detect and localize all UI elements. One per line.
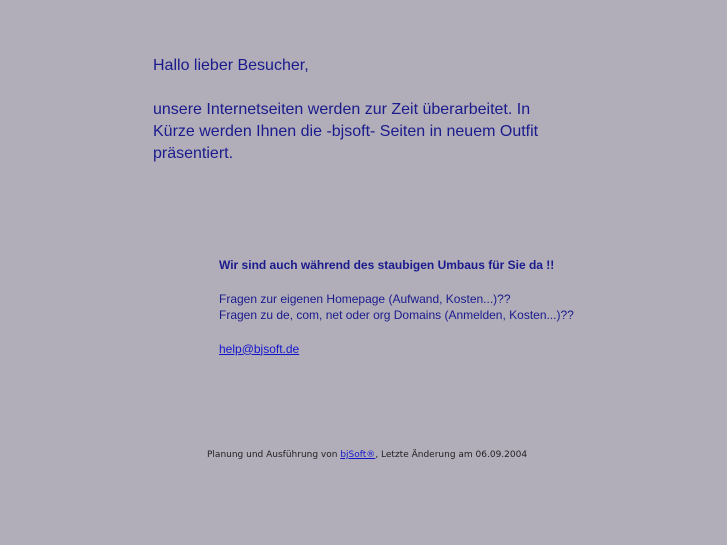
email-link[interactable]: help@bjsoft.de <box>219 341 300 356</box>
bjsoft-link[interactable]: bjSoft® <box>340 450 376 460</box>
support-headline: Wir sind auch während des staubigen Umbaus für Sie da !! <box>219 258 555 272</box>
footer-suffix: , Letzte Änderung am 06.09.2004 <box>375 450 528 460</box>
maintenance-message: unsere Internetseiten werden zur Zeit überarbeitet. In Kürze werden Ihnen die -bjsoft- Seiten in neuem Outfit präsentiert. <box>153 101 539 162</box>
questions-block <box>219 291 639 324</box>
homepage-question: Fragen zur eigenen Homepage (Aufwand, Kosten...)?? <box>219 291 511 306</box>
footer <box>207 449 567 461</box>
domains-question: Fragen zu de, com, net oder org Domains (Anmelden, Kosten...)?? <box>219 308 574 322</box>
email-line <box>219 341 639 358</box>
footer-prefix: Planung und Ausführung von <box>207 450 341 460</box>
support-section <box>219 257 639 357</box>
intro-section <box>153 55 573 165</box>
greeting-text: Hallo lieber Besucher, <box>153 57 309 74</box>
